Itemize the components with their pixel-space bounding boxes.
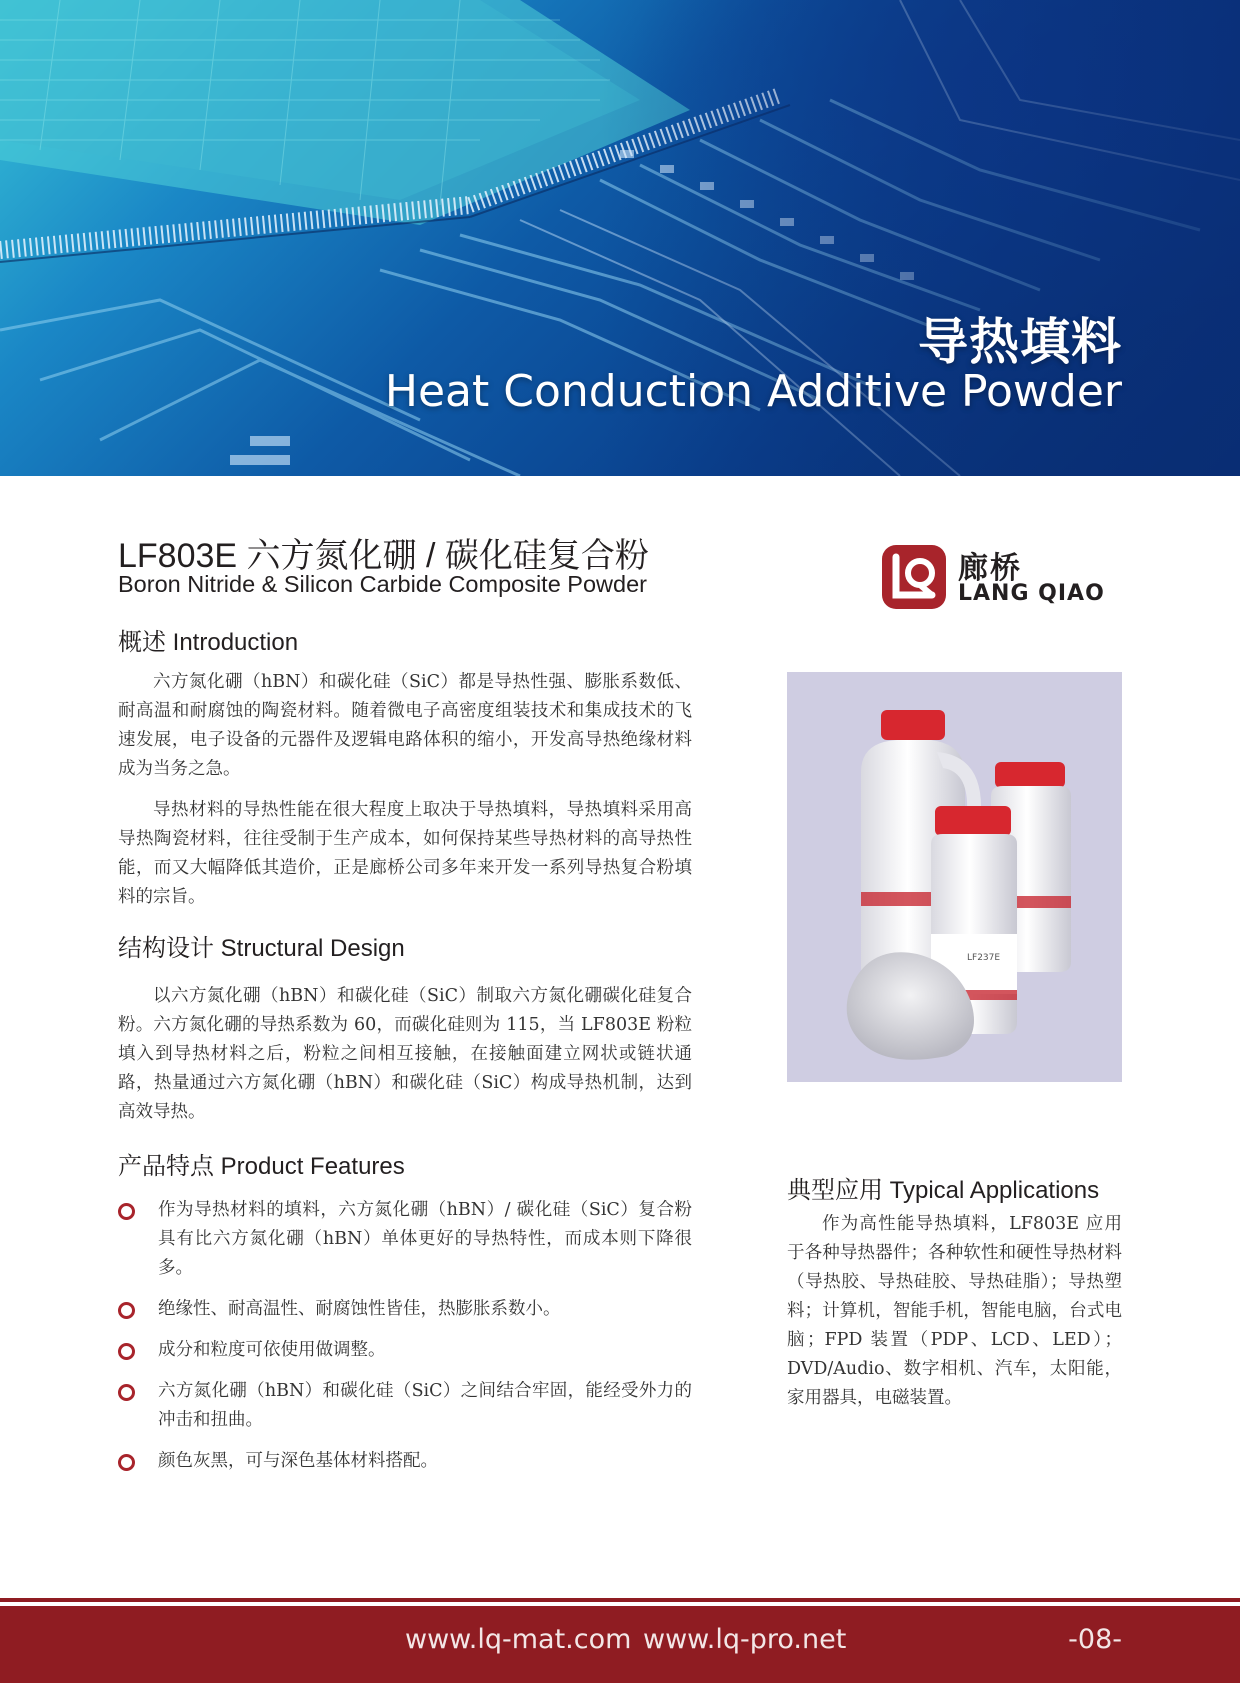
footer-bar (0, 1606, 1240, 1683)
page-number: -08- (1068, 1624, 1122, 1655)
product-bottles-image (787, 672, 1122, 1082)
circle-bullet-icon (118, 1343, 135, 1360)
feature-text: 绝缘性、耐高温性、耐腐蚀性皆佳，热膨胀系数小。 (158, 1299, 561, 1319)
logo-name-chinese: 廊桥 (958, 551, 1022, 586)
header-banner (0, 0, 1240, 476)
introduction-heading: 概述 Introduction (118, 629, 299, 656)
structural-design-heading: 结构设计 Structural Design (118, 935, 405, 962)
introduction-paragraph-1: 六方氮化硼（hBN）和碳化硅（SiC）都是导热性强、膨胀系数低、耐高温和耐腐蚀的陶瓷材料。随着微电子高密度组装技术和集成技术的飞速发展，电子设备的元器件及逻辑电路体积的缩小，开发高导热绝缘材料成为当务之急。 (118, 672, 692, 779)
banner-title-chinese: 导热填料 (918, 313, 1122, 371)
product-photo (787, 672, 1122, 1082)
feature-item (118, 1447, 692, 1476)
company-logo (880, 543, 1124, 613)
circle-bullet-icon (118, 1302, 135, 1319)
feature-text: 成分和粒度可依使用做调整。 (158, 1340, 386, 1360)
bottle-label-text: LF237E (967, 953, 1001, 963)
circle-bullet-icon (118, 1384, 135, 1401)
typical-applications-heading: 典型应用 Typical Applications (787, 1177, 1100, 1204)
feature-text: 作为导热材料的填料，六方氮化硼（hBN）/ 碳化硅（SiC）复合粉具有比六方氮化硼（hBN）单体更好的导热特性，而成本则下降很多。 (158, 1200, 692, 1278)
feature-text: 颜色灰黑，可与深色基体材料搭配。 (158, 1451, 438, 1471)
introduction-paragraph-2: 导热材料的导热性能在很大程度上取决于导热填料，导热填料采用高导热陶瓷材料，往往受制于生产成本，如何保持某些导热材料的高导热性能，而又大幅降低其造价，正是廊桥公司多年来开发一系列导热复合粉填料的宗旨。 (118, 800, 692, 907)
feature-item (118, 1196, 692, 1283)
circle-bullet-icon (118, 1454, 135, 1471)
footer-divider (0, 1598, 1240, 1602)
logo-name-english: LANG QIAO (958, 581, 1105, 606)
banner-title-english: Heat Conduction Additive Powder (384, 366, 1122, 417)
footer-website-link-1[interactable]: www.lq-mat.com (405, 1624, 632, 1655)
feature-item (118, 1336, 692, 1365)
product-features-heading: 产品特点 Product Features (118, 1153, 405, 1180)
structural-design-paragraph: 以六方氮化硼（hBN）和碳化硅（SiC）制取六方氮化硼碳化硅复合粉。六方氮化硼的导热系数为 60，而碳化硅则为 115，当 LF803E 粉粒填入到导热材料之后，粉粒之间相互接触，在接触面建立网状或链状通路，热量通过六方氮化硼（hBN）和碳化硅（SiC）构成导热机制，达到高效导热。 (118, 986, 692, 1122)
circle-bullet-icon (118, 1203, 135, 1220)
feature-item (118, 1377, 692, 1435)
feature-item (118, 1295, 692, 1324)
product-subtitle: Boron Nitride & Silicon Carbide Composite Powder (118, 571, 647, 597)
feature-text: 六方氮化硼（hBN）和碳化硅（SiC）之间结合牢固，能经受外力的冲击和扭曲。 (158, 1381, 692, 1430)
typical-applications-paragraph: 作为高性能导热填料，LF803E 应用于各种导热器件；各种软性和硬性导热材料（导热胶、导热硅胶、导热硅脂）；导热塑料；计算机，智能手机，智能电脑，台式电脑；FPD 装置（PDP、LCD、LED）；DVD/Audio、数字相机、汽车，太阳能，家用器具，电磁装置。 (787, 1214, 1122, 1408)
product-title: LF803E 六方氮化硼 / 碳化硅复合粉 (118, 537, 649, 575)
product-features-list (118, 1196, 692, 1488)
footer-website-link-2[interactable]: www.lq-pro.net (643, 1624, 847, 1655)
langqiao-logo-icon (880, 543, 948, 611)
